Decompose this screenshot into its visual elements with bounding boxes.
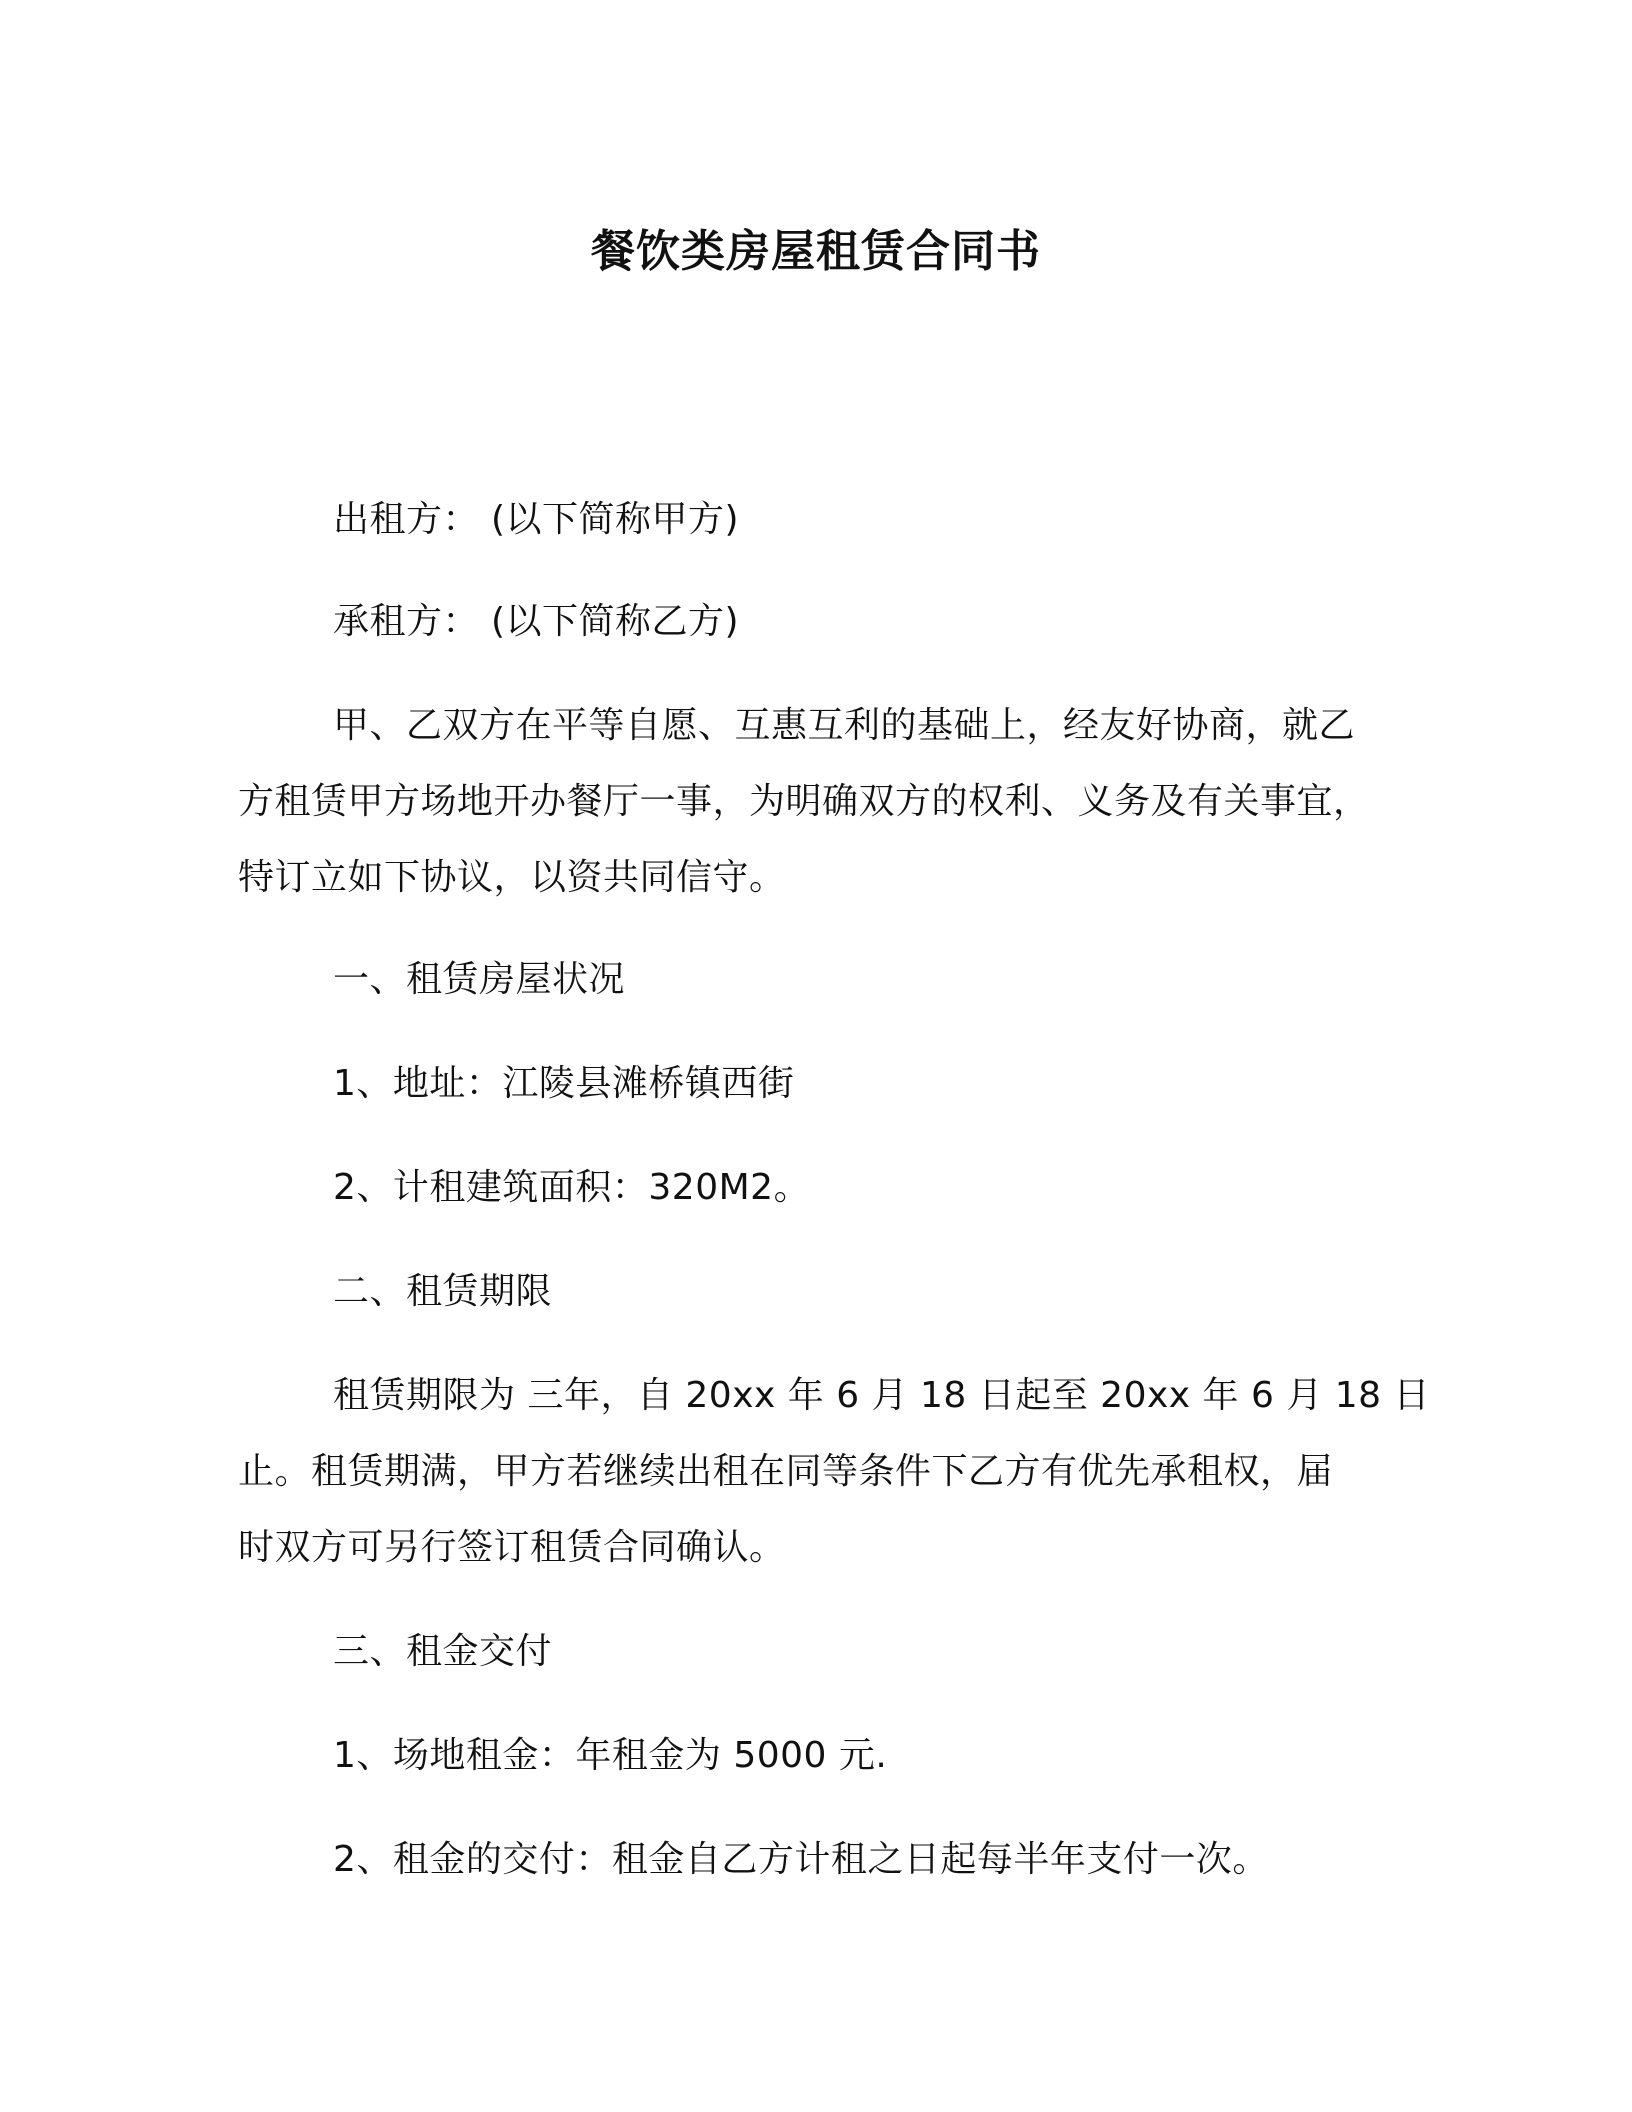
section-2-line-3: 时双方可另行签订租赁合同确认。 xyxy=(238,1527,786,1568)
section-3-heading: 三、租金交付 xyxy=(333,1631,553,1672)
document-title: 餐饮类房屋租赁合同书 xyxy=(591,226,1041,277)
preamble-line-1: 甲、乙双方在平等自愿、互惠互利的基础上，经友好协商，就乙 xyxy=(333,705,1356,746)
section-2-line-2: 止。租赁期满，甲方若继续出租在同等条件下乙方有优先承租权，届 xyxy=(238,1451,1334,1492)
section-3-item-1: 1、场地租金：年租金为 5000 元. xyxy=(333,1735,888,1776)
section-2-line-1: 租赁期限为 三年，自 20xx 年 6 月 18 日起至 20xx 年 6 月 18 日 xyxy=(333,1375,1431,1416)
section-3-item-2: 2、租金的交付：租金自乙方计租之日起每半年支付一次。 xyxy=(333,1839,1269,1880)
preamble-line-3: 特订立如下协议，以资共同信守。 xyxy=(238,857,786,898)
section-1-item-1: 1、地址：江陵县滩桥镇西街 xyxy=(333,1063,795,1104)
preamble-line-2: 方租赁甲方场地开办餐厅一事，为明确双方的权利、义务及有关事宜， xyxy=(238,781,1370,822)
lessor-line: 出租方： (以下简称甲方) xyxy=(333,499,740,540)
section-1-item-2: 2、计租建筑面积：320M2。 xyxy=(333,1167,811,1208)
section-1-heading: 一、租赁房屋状况 xyxy=(333,959,626,1000)
section-2-heading: 二、租赁期限 xyxy=(333,1271,553,1312)
lessee-line: 承租方： (以下简称乙方) xyxy=(333,601,740,642)
